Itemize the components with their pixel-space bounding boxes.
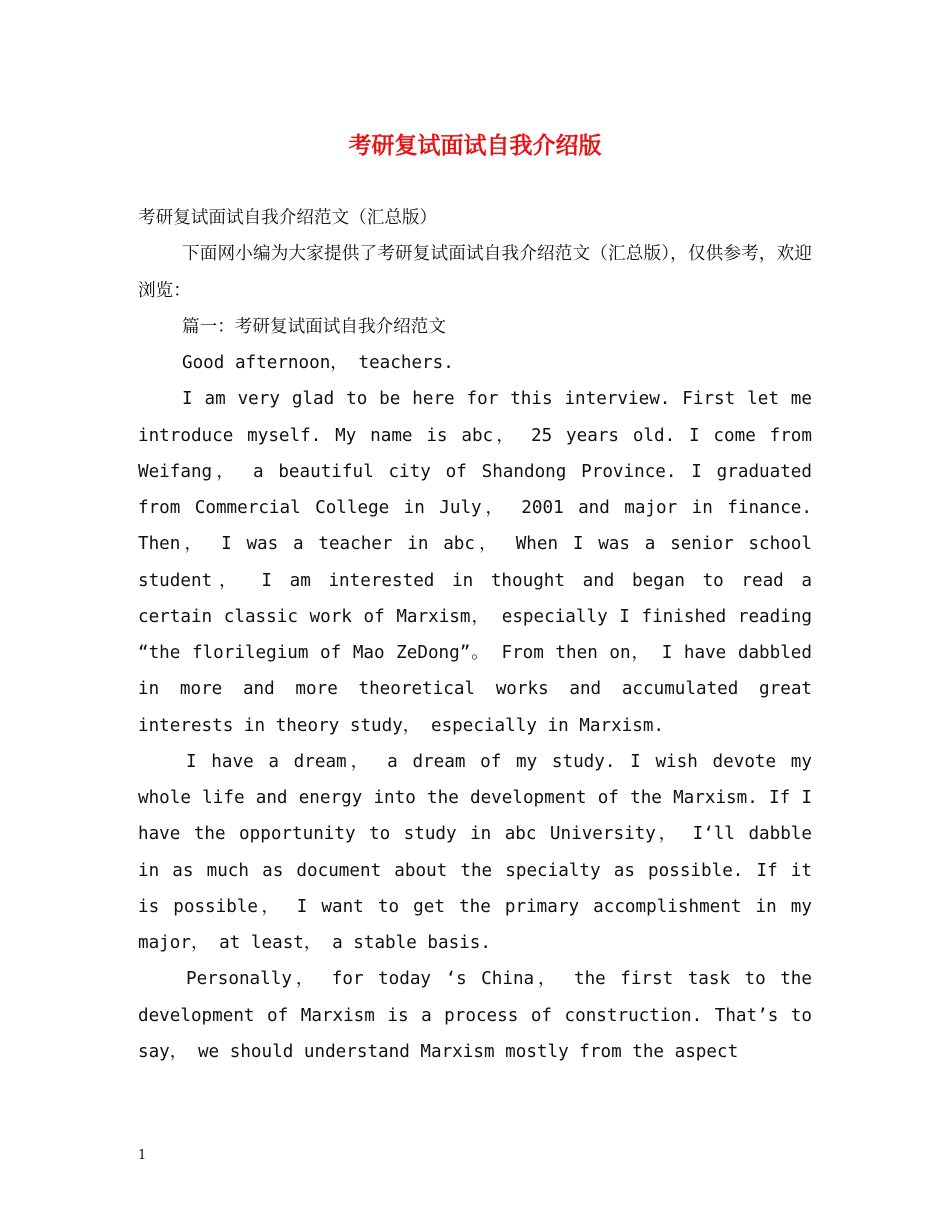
page-number: 1 xyxy=(138,1148,147,1163)
document-title: 考研复试面试自我介绍版 xyxy=(348,132,602,159)
body-paragraph: I have a dream， a dream of my study. I wish devote my whole life and energy into the development of the Marxism. If I have the opportunity to study in abc University， I‘ll dabble in as much as document about the specialty as possible. If it is possible， I want to get the primary accomplishment in my major， at least， a stable basis. xyxy=(138,751,812,953)
intro-paragraph: 下面网小编为大家提供了考研复试面试自我介绍范文（汇总版），仅供参考，欢迎浏览： xyxy=(138,244,812,301)
document-body xyxy=(138,200,812,1070)
greeting-paragraph: Good afternoon， teachers. xyxy=(182,353,454,373)
body-paragraph: Personally， for today ‘s China， the first task to the development of Marxism is a process of construction. That’s to say， we should understand Marxism mostly from the aspect xyxy=(138,969,812,1062)
section-heading: 篇一：考研复试面试自我介绍范文 xyxy=(182,316,446,337)
subtitle-paragraph: 考研复试面试自我介绍范文（汇总版） xyxy=(138,208,438,228)
body-paragraph: I am very glad to be here for this interview. First let me introduce myself. My name is abc， 25 years old. I come from Weifang， a beautiful city of Shandong Province. I graduated from Commercial College in July， 2001 and major in finance. Then， I was a teacher in abc， When I was a senior school student， I am interested in thought and began to read a certain classic work of Marxism， especially I finished reading “the florilegium of Mao ZeDong”。 From then on， I have dabbled in more and more theoretical works and accumulated great interests in theory study， especially in Marxism. xyxy=(138,389,812,736)
